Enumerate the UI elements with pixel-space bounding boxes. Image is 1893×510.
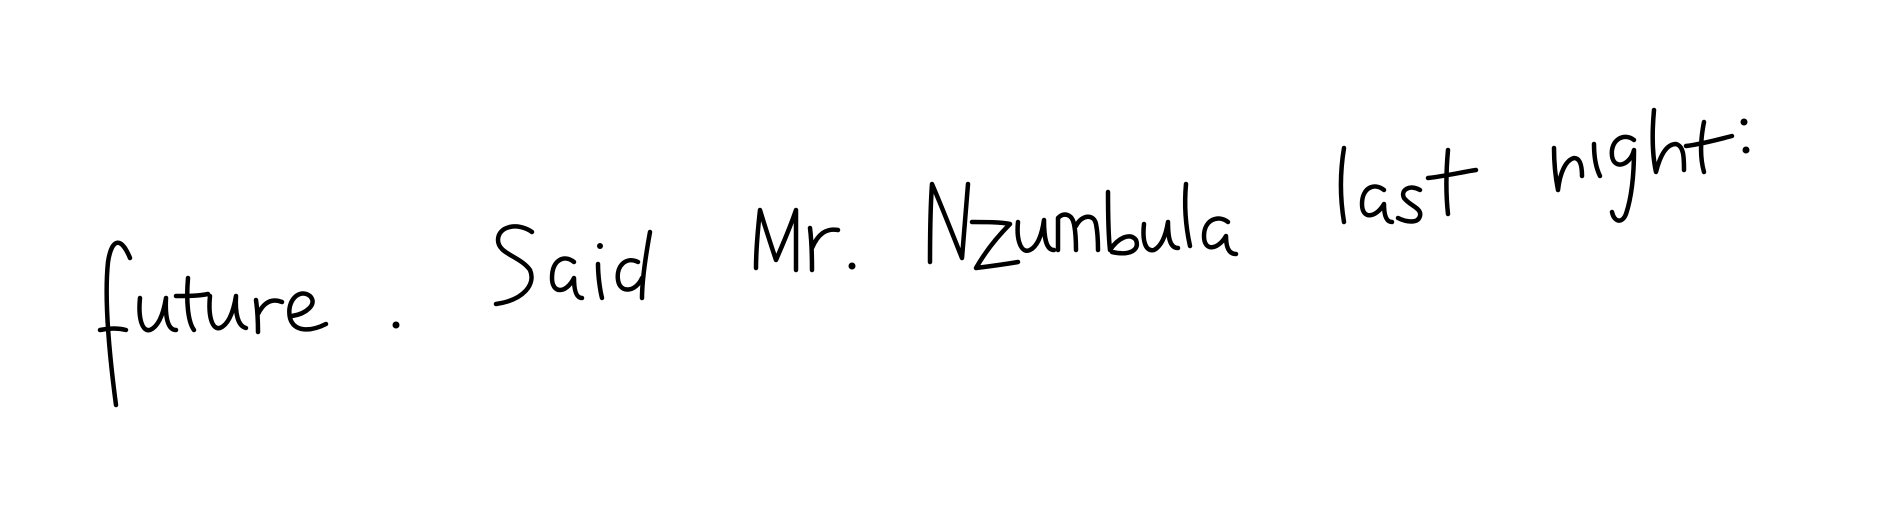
word-said: [496, 226, 650, 304]
word-last: [1341, 148, 1476, 222]
word-nkumbula: [930, 184, 1236, 268]
word-night: [1554, 110, 1750, 221]
word-mr: [756, 210, 856, 270]
word-future: [100, 243, 400, 405]
